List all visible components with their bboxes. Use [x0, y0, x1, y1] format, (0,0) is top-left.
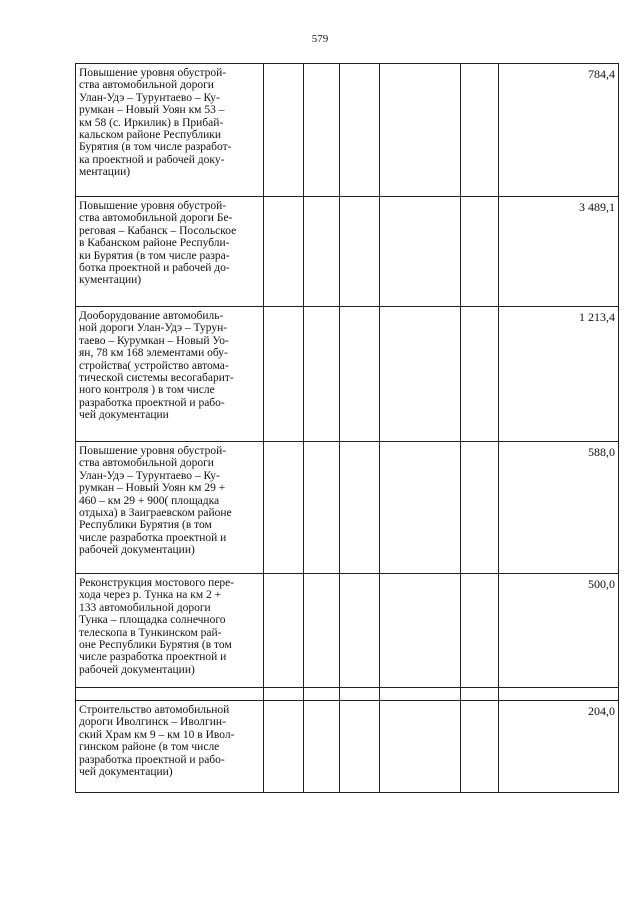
table-row — [76, 574, 619, 688]
empty-cell — [264, 197, 304, 307]
empty-cell — [264, 307, 304, 442]
row-description: Повышение уровня обустрой- ства автомобильной дороги Улан-Удэ – Турунтаево – Ку- румкан – Новый Уоян км 29 + 460 – км 29 + 900( площадка отдыха) в Заиграевском районе Республики Бурятия (в том числе разработка проектной и рабочей документации) — [76, 442, 264, 574]
table-row — [76, 197, 619, 307]
empty-cell — [380, 442, 461, 574]
empty-cell — [340, 442, 380, 574]
empty-cell — [461, 701, 499, 793]
empty-cell — [461, 688, 499, 701]
row-amount: 1 213,4 — [499, 307, 619, 442]
table-row — [76, 442, 619, 574]
row-description: Повышение уровня обустрой- ства автомобильной дороги Улан-Удэ – Турунтаево – Ку- румкан – Новый Уоян км 53 – км 58 (с. Иркилик) в Прибай- кальском районе Республики Бурятия (в том числе разработ- ка проектной и рабочей доку- ментации) — [76, 64, 264, 197]
empty-cell — [461, 307, 499, 442]
row-description: Реконструкция мостового пере- хода через р. Тунка на км 2 + 133 автомобильной дороги Тунка – площадка солнечного телескопа в Тункинском рай- оне Республики Бурятия (в том числе разработка проектной и рабочей документации) — [76, 574, 264, 688]
page-number: 579 — [311, 33, 329, 45]
row-description: Строительство автомобильной дороги Иволгинск – Иволгин- ский Храм км 9 – км 10 в Ивол- гинском районе (в том числе разработка проектной и рабо- чей документации) — [76, 701, 264, 793]
empty-cell — [461, 197, 499, 307]
table-row — [76, 701, 619, 793]
table-row — [76, 307, 619, 442]
empty-cell — [264, 701, 304, 793]
empty-cell — [304, 688, 340, 701]
empty-cell — [264, 64, 304, 197]
empty-cell — [499, 688, 619, 701]
empty-cell — [304, 307, 340, 442]
empty-cell — [461, 442, 499, 574]
empty-cell — [380, 688, 461, 701]
table-row — [76, 688, 619, 701]
empty-cell — [461, 64, 499, 197]
empty-cell — [304, 64, 340, 197]
empty-cell — [304, 701, 340, 793]
row-amount: 3 489,1 — [499, 197, 619, 307]
empty-cell — [380, 307, 461, 442]
empty-cell — [380, 574, 461, 688]
row-description: Дооборудование автомобиль- ной дороги Улан-Удэ – Турун- таево – Курумкан – Новый Уо- ян, 78 км 168 элементами обу- стройства( устройство автома- тической системы весогабарит- ного контроля ) в том числе разработка проектной и рабо- чей документации — [76, 307, 264, 442]
empty-cell — [380, 197, 461, 307]
empty-cell — [340, 574, 380, 688]
budget-table — [75, 63, 619, 793]
empty-cell — [264, 574, 304, 688]
row-amount: 500,0 — [499, 574, 619, 688]
empty-cell — [340, 307, 380, 442]
row-amount: 588,0 — [499, 442, 619, 574]
empty-cell — [380, 701, 461, 793]
row-amount: 784,4 — [499, 64, 619, 197]
empty-cell — [461, 574, 499, 688]
empty-cell — [304, 197, 340, 307]
row-description: Повышение уровня обустрой- ства автомобильной дороги Бе- реговая – Кабанск – Посольское в Кабанском районе Республи- ки Бурятия (в том числе разра- ботка проектной и рабочей до- кументации) — [76, 197, 264, 307]
empty-cell — [264, 442, 304, 574]
empty-cell — [340, 64, 380, 197]
empty-cell — [340, 197, 380, 307]
empty-cell — [340, 701, 380, 793]
empty-cell — [304, 442, 340, 574]
empty-cell — [76, 688, 264, 701]
empty-cell — [380, 64, 461, 197]
empty-cell — [304, 574, 340, 688]
empty-cell — [264, 688, 304, 701]
row-amount: 204,0 — [499, 701, 619, 793]
table-row — [76, 64, 619, 197]
empty-cell — [340, 688, 380, 701]
